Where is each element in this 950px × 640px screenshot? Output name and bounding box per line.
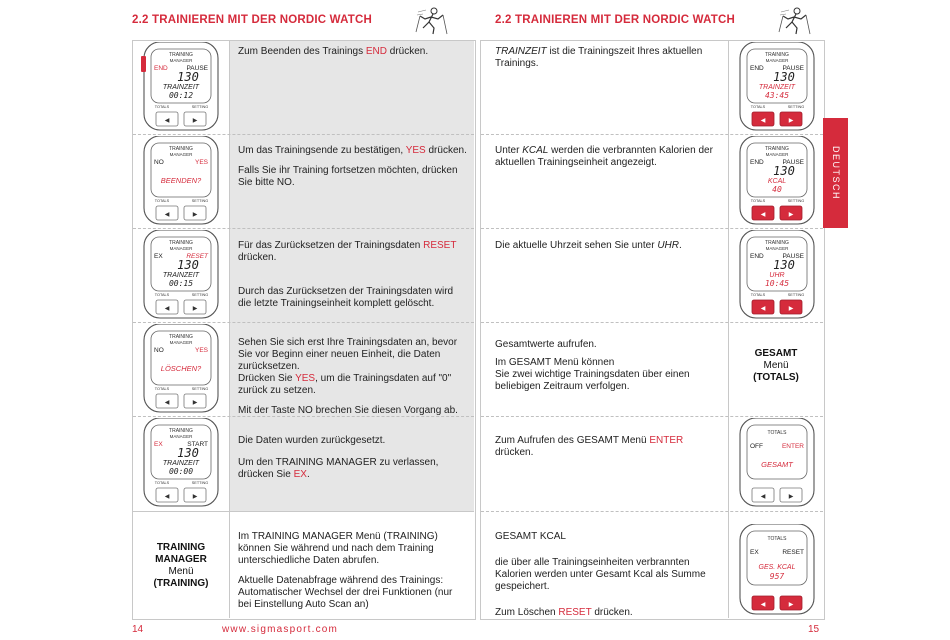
svg-text:EX: EX (750, 549, 759, 556)
page-number-left: 14 (132, 624, 144, 635)
svg-text:TRAINING: TRAINING (765, 240, 789, 246)
svg-text:PAUSE: PAUSE (782, 65, 804, 72)
svg-text:TOTALS: TOTALS (154, 293, 170, 297)
key-reset: RESET (558, 607, 592, 618)
key-reset: RESET (423, 240, 457, 251)
svg-text:TOTALS: TOTALS (767, 536, 787, 542)
svg-text:◀: ◀ (760, 494, 766, 500)
language-tab-label: DEUTSCH (830, 145, 841, 201)
row-separator (481, 511, 823, 512)
website-url: www.sigmasport.com (222, 624, 339, 635)
svg-text:130: 130 (773, 70, 795, 84)
watch-illustration (736, 524, 820, 616)
svg-text:◀: ◀ (164, 494, 170, 500)
left-row-2-text: Um das Trainingsende zu bestätigen, YES drücken. Falls Sie ihr Training fortsetzen möchten, drücken Sie bitte NO. (238, 145, 467, 188)
svg-text:LÖSCHEN?: LÖSCHEN? (160, 364, 202, 373)
key-yes: YES (405, 145, 426, 156)
svg-text:TRAINING: TRAINING (765, 52, 789, 58)
svg-text:40: 40 (772, 185, 782, 194)
svg-text:PAUSE: PAUSE (186, 65, 208, 72)
svg-text:TOTALS: TOTALS (154, 387, 170, 391)
svg-text:00:00: 00:00 (168, 467, 194, 476)
svg-text:SETTING: SETTING (787, 293, 805, 297)
svg-text:▶: ▶ (788, 602, 794, 608)
svg-text:EX: EX (154, 441, 163, 448)
svg-text:43:45: 43:45 (764, 91, 790, 100)
row-separator (481, 134, 823, 135)
watch-illustration (140, 136, 224, 226)
right-column-divider (728, 40, 729, 618)
svg-text:TRAINZEIT: TRAINZEIT (162, 460, 200, 467)
svg-text:BEENDEN?: BEENDEN? (160, 176, 202, 185)
svg-text:130: 130 (773, 258, 795, 272)
svg-text:MANAGER: MANAGER (169, 434, 193, 439)
svg-text:TOTALS: TOTALS (154, 481, 170, 485)
left-page-title: 2.2 TRAINIEREN MIT DER NORDIC WATCH (132, 14, 372, 26)
svg-text:END: END (154, 65, 168, 72)
svg-text:▶: ▶ (192, 118, 198, 124)
svg-text:MANAGER: MANAGER (765, 246, 789, 251)
row-separator (481, 322, 823, 323)
page-number-right: 15 (808, 624, 820, 635)
svg-text:▶: ▶ (788, 494, 794, 500)
svg-text:◀: ◀ (164, 400, 170, 406)
left-row-6-text: Im TRAINING MANAGER Menü (TRAINING) können Sie während und nach dem Training unterschiedliche Daten abrufen. Aktuelle Datenabfrage während des Trainings: Automatischer Wechsel der drei Funktionen (nur bei Einstellung Auto Scan an) (238, 531, 453, 610)
nordic-walker-icon (414, 6, 448, 36)
watch-illustration (140, 42, 224, 132)
svg-text:00:12: 00:12 (168, 91, 194, 100)
nordic-walker-icon (777, 6, 811, 36)
svg-text:SETTING: SETTING (191, 105, 209, 109)
svg-text:EX: EX (154, 253, 163, 260)
svg-text:130: 130 (177, 258, 199, 272)
svg-text:SETTING: SETTING (787, 199, 805, 203)
svg-text:PAUSE: PAUSE (782, 253, 804, 260)
svg-text:▶: ▶ (192, 212, 198, 218)
svg-text:SETTING: SETTING (191, 199, 209, 203)
svg-text:TRAINZEIT: TRAINZEIT (162, 84, 200, 91)
svg-text:130: 130 (177, 446, 199, 460)
svg-text:TOTALS: TOTALS (767, 430, 787, 436)
svg-text:MANAGER: MANAGER (169, 340, 193, 345)
right-row-6-text: GESAMT KCAL die über alle Trainingseinheiten verbrannten Kalorien werden unter Gesamt Kcal als Summe gespeichert. Zum Löschen RESET drücken. (495, 531, 706, 618)
svg-text:▶: ▶ (788, 212, 794, 218)
svg-text:SETTING: SETTING (191, 387, 209, 391)
svg-text:◀: ◀ (760, 212, 766, 218)
svg-text:END: END (750, 253, 764, 260)
svg-text:KCAL: KCAL (767, 178, 787, 185)
svg-text:◀: ◀ (760, 306, 766, 312)
svg-text:TRAINING: TRAINING (169, 334, 193, 340)
svg-text:TRAINING: TRAINING (169, 428, 193, 434)
right-page-title: 2.2 TRAINIEREN MIT DER NORDIC WATCH (495, 14, 735, 26)
svg-text:YES: YES (194, 159, 208, 166)
watch-illustration (736, 136, 820, 226)
watch-illustration (140, 230, 224, 320)
svg-text:▶: ▶ (788, 306, 794, 312)
svg-text:RESET: RESET (782, 549, 804, 556)
key-yes: YES (295, 373, 316, 384)
svg-text:▶: ▶ (192, 400, 198, 406)
svg-text:SETTING: SETTING (787, 105, 805, 109)
svg-text:NO: NO (154, 159, 164, 166)
left-row-4-text: Sehen Sie sich erst Ihre Trainingsdaten an, bevor Sie vor Beginn einer neuen Einheit, die Daten zurücksetzen. Drücken Sie YES, um die Trainingsdaten auf "0" zurück zu setzen. Mit der Taste NO brechen Sie diesen Vorgang ab. (238, 337, 458, 416)
svg-text:PAUSE: PAUSE (782, 159, 804, 166)
svg-text:TRAINING: TRAINING (169, 52, 193, 58)
svg-text:SETTING: SETTING (191, 293, 209, 297)
svg-text:TRAINZEIT: TRAINZEIT (758, 84, 796, 91)
svg-text:END: END (750, 65, 764, 72)
svg-text:MANAGER: MANAGER (169, 246, 193, 251)
gesamt-menu-label: GESAMT Menü (TOTALS) (753, 348, 799, 383)
right-row-3-text: Die aktuelle Uhrzeit sehen Sie unter UHR. (495, 240, 682, 251)
svg-text:10:45: 10:45 (764, 279, 790, 288)
svg-text:END: END (750, 159, 764, 166)
row-separator (133, 134, 474, 135)
svg-text:TRAINING: TRAINING (765, 146, 789, 152)
training-manager-label: TRAINING MANAGER Menü (TRAINING) (153, 542, 209, 589)
svg-text:TRAINING: TRAINING (169, 146, 193, 152)
svg-text:NO: NO (154, 347, 164, 354)
svg-text:TOTALS: TOTALS (154, 199, 170, 203)
svg-text:GESAMT: GESAMT (761, 460, 793, 469)
svg-text:957: 957 (769, 572, 785, 581)
svg-text:◀: ◀ (164, 118, 170, 124)
svg-text:◀: ◀ (164, 306, 170, 312)
svg-text:TRAINZEIT: TRAINZEIT (162, 272, 200, 279)
svg-text:◀: ◀ (760, 118, 766, 124)
row-separator (481, 228, 823, 229)
svg-text:RESET: RESET (186, 253, 208, 260)
row-separator (481, 416, 823, 417)
svg-text:GES. KCAL: GES. KCAL (758, 564, 796, 571)
row-separator (133, 322, 474, 323)
svg-text:◀: ◀ (164, 212, 170, 218)
svg-text:◀: ◀ (760, 602, 766, 608)
svg-text:ENTER: ENTER (781, 443, 804, 450)
key-enter: ENTER (649, 435, 684, 446)
svg-text:TOTALS: TOTALS (154, 105, 170, 109)
svg-text:TOTALS: TOTALS (750, 105, 766, 109)
svg-text:TOTALS: TOTALS (750, 199, 766, 203)
left-row-5-text: Die Daten wurden zurückgesetzt. Um den TRAINING MANAGER zu verlassen, drücken Sie EX. (238, 435, 439, 480)
row-separator (133, 228, 474, 229)
left-row-1-text: Zum Beenden des Trainings END drücken. (238, 46, 429, 57)
svg-text:START: START (187, 441, 208, 448)
right-row-4-text: Gesamtwerte aufrufen. Im GESAMT Menü können Sie zwei wichtige Trainingsdaten über einen beliebigen Zeitraum verfolgen. (495, 339, 690, 392)
language-tab-label-wrap (823, 118, 848, 228)
svg-text:▶: ▶ (192, 494, 198, 500)
key-ex: EX (293, 469, 307, 480)
svg-text:SETTING: SETTING (191, 481, 209, 485)
right-row-1-text: TRAINZEIT ist die Trainingszeit Ihres aktuellen Trainings. (495, 46, 703, 69)
watch-illustration (140, 418, 224, 508)
svg-text:MANAGER: MANAGER (169, 58, 193, 63)
key-end: END (365, 46, 387, 57)
svg-text:MANAGER: MANAGER (765, 152, 789, 157)
svg-text:TOTALS: TOTALS (750, 293, 766, 297)
svg-text:OFF: OFF (750, 443, 763, 450)
left-row-3-text: Für das Zurücksetzen der Trainingsdaten RESET drücken. Durch das Zurücksetzen der Trainingsdaten wird die letzte Trainingseinheit komplett gelöscht. (238, 240, 457, 309)
svg-text:00:15: 00:15 (168, 279, 194, 288)
svg-text:MANAGER: MANAGER (765, 58, 789, 63)
svg-text:YES: YES (194, 347, 208, 354)
svg-text:UHR: UHR (769, 272, 785, 279)
svg-text:▶: ▶ (788, 118, 794, 124)
watch-illustration (736, 42, 820, 132)
watch-illustration (140, 324, 224, 414)
svg-text:130: 130 (177, 70, 199, 84)
svg-text:MANAGER: MANAGER (169, 152, 193, 157)
watch-illustration (736, 418, 820, 508)
right-row-2-text: Unter KCAL werden die verbrannten Kalorien der aktuellen Trainingseinheit angezeigt. (495, 145, 713, 168)
svg-text:▶: ▶ (192, 306, 198, 312)
watch-illustration (736, 230, 820, 320)
row-separator (133, 511, 474, 512)
svg-text:TRAINING: TRAINING (169, 240, 193, 246)
right-row-5-text: Zum Aufrufen des GESAMT Menü ENTER drücken. (495, 435, 684, 458)
svg-text:130: 130 (773, 164, 795, 178)
